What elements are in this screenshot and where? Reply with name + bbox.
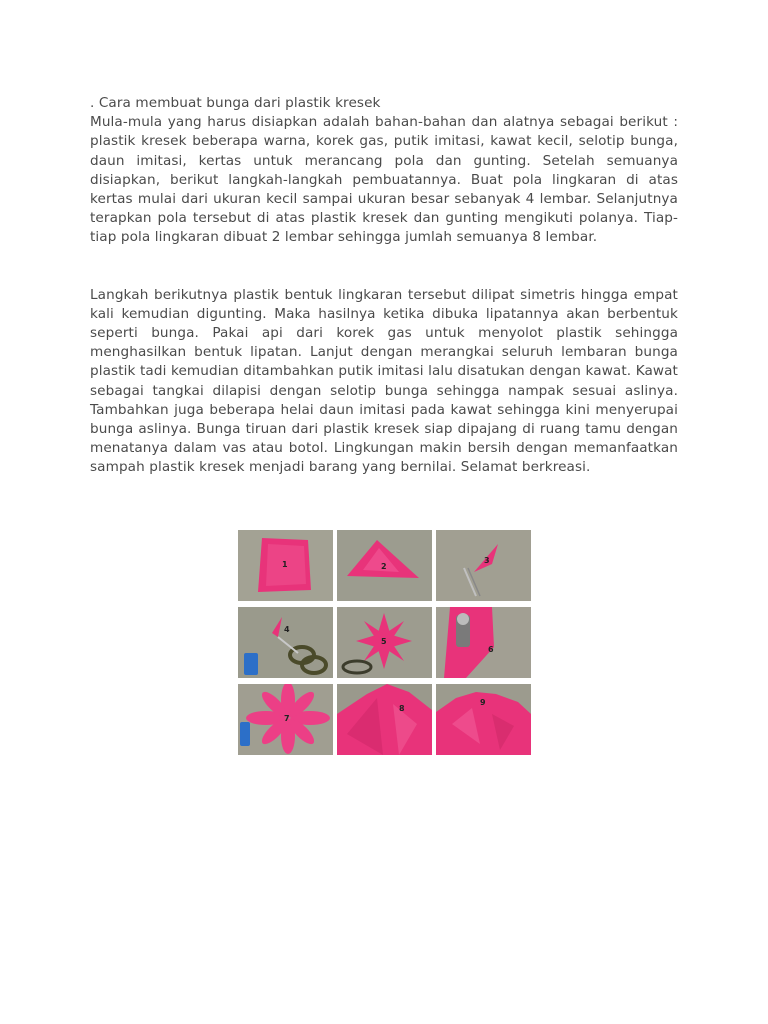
step-number-3: 3 [484,556,490,565]
step-number-5: 5 [381,637,387,646]
paragraph-materials: Mula-mula yang harus disiapkan adalah bahan-bahan dan alatnya sebagai berikut : plastik kresek beberapa warna, korek gas, putik imitasi, kawat kecil, selotip bunga, daun imitasi, kertas untuk merancang pola dan gunting. Setelah semuanya disiapkan, berikut langkah-langkah pembuatannya. Buat pola lingkaran di atas kertas mulai dari ukuran kecil sampai ukuran besar sebanyak 4 lembar. Selanjutnya terapkan pola tersebut di atas plastik kresek dan gunting mengikuti polanya. Tiap-tiap pola lingkaran dibuat 2 lembar sehingga jumlah semuanya 8 lembar. [90,114,678,246]
step-number-6: 6 [488,645,494,654]
step-number-4: 4 [284,625,290,634]
step-photo-3-image [436,530,531,601]
paragraph-spacer [90,248,678,286]
step-number-9: 9 [480,698,486,707]
step-photo-8-image [337,684,432,755]
tutorial-photo-grid [238,530,531,755]
step-number-7: 7 [284,714,290,723]
step-photo-4 [238,607,333,678]
step-photo-6 [436,607,531,678]
article-title: . Cara membuat bunga dari plastik kresek [90,95,381,111]
step-photo-2 [337,530,432,601]
step-number-1: 1 [282,560,288,569]
step-photo-9 [436,684,531,755]
step-number-2: 2 [381,562,387,571]
step-photo-8 [337,684,432,755]
article [90,94,678,478]
paragraph-steps: Langkah berikutnya plastik bentuk lingkaran tersebut dilipat simetris hingga empat kali kemudian digunting. Maka hasilnya ketika dibuka lipatannya akan berbentuk seperti bunga. Pakai api dari korek gas untuk menyolot plastik sehingga menghasilkan bentuk lipatan. Lanjut dengan merangkai seluruh lembaran bunga plastik tadi kemudian ditambahkan putik imitasi lalu disatukan dengan kawat. Kawat sebagai tangkai dilapisi dengan selotip bunga sehingga nampak sesuai aslinya. Tambahkan juga beberapa helai daun imitasi pada kawat sehingga kini menyerupai bunga aslinya. Bunga tiruan dari plastik kresek siap dipajang di ruang tamu dengan menatanya dalam vas atau botol. Lingkungan makin bersih dengan memanfaatkan sampah plastik kresek menjadi barang yang bernilai. Selamat berkreasi. [90,286,678,476]
step-photo-7 [238,684,333,755]
step-photo-6-image [436,607,531,678]
step-photo-3 [436,530,531,601]
step-photo-5 [337,607,432,678]
step-photo-9-image [436,684,531,755]
step-number-8: 8 [399,704,405,713]
step-photo-1 [238,530,333,601]
step-photo-4-image [238,607,333,678]
